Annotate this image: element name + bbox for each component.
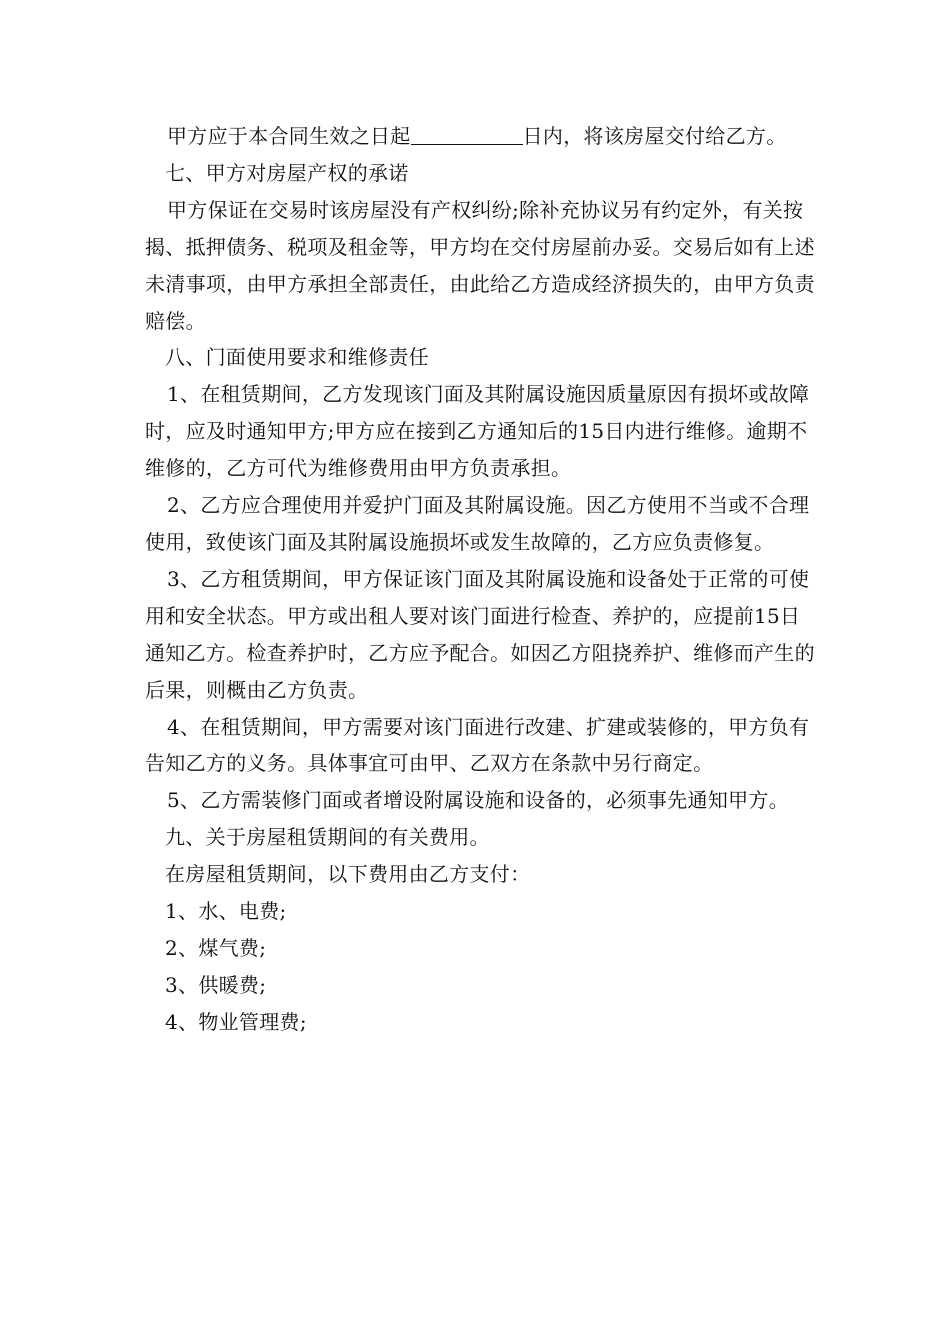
paragraph-delivery-term	[145, 118, 815, 155]
section-heading-eight: 八、门面使用要求和维修责任	[165, 345, 429, 370]
document-body	[145, 118, 815, 1041]
paragraph-fees-intro: 在房屋租赁期间，以下费用由乙方支付：	[165, 862, 531, 887]
delivery-term-text-before: 甲方应于本合同生效之日起	[167, 124, 411, 148]
paragraph-clause-8-1: 1、在租赁期间，乙方发现该门面及其附属设施因质量原因有损坏或故障时，应及时通知甲方;甲方应在接到乙方通知后的15日内进行维修。逾期不维修的，乙方可代为维修费用由甲方负责承担。	[145, 382, 810, 481]
paragraph-clause-8-3: 3、乙方租赁期间，甲方保证该门面及其附属设施和设备处于正常的可使用和安全状态。甲方或出租人要对该门面进行检查、养护的，应提前15日通知乙方。检查养护时，乙方应予配合。如因乙方阻挠养护、维修而产生的后果，则概由乙方负责。	[145, 566, 815, 702]
list-item-fee-2: 2、煤气费;	[165, 935, 267, 960]
list-item-fee-4: 4、物业管理费;	[165, 1009, 307, 1034]
paragraph-property-guarantee: 甲方保证在交易时该房屋没有产权纠纷;除补充协议另有约定外，有关按揭、抵押债务、税项及租金等，甲方均在交付房屋前办妥。交易后如有上述未清事项，由甲方承担全部责任，由此给乙方造成经济损失的，由甲方负责赔偿。	[145, 197, 815, 333]
paragraph-clause-8-4: 4、在租赁期间，甲方需要对该门面进行改建、扩建或装修的，甲方负有告知乙方的义务。具体事宜可由甲、乙双方在条款中另行商定。	[145, 714, 810, 776]
fill-in-blank-days[interactable]	[411, 122, 523, 145]
section-heading-nine: 九、关于房屋租赁期间的有关费用。	[165, 825, 490, 850]
paragraph-clause-8-5: 5、乙方需装修门面或者增设附属设施和设备的，必须事先通知甲方。	[167, 788, 790, 813]
list-item-fee-1: 1、水、电费;	[165, 899, 287, 924]
delivery-term-text-after: 日内，将该房屋交付给乙方。	[522, 124, 787, 148]
list-item-fee-3: 3、供暖费;	[165, 972, 267, 997]
paragraph-clause-8-2: 2、乙方应合理使用并爱护门面及其附属设施。因乙方使用不当或不合理使用，致使该门面及其附属设施损坏或发生故障的，乙方应负责修复。	[145, 493, 810, 554]
section-heading-seven: 七、甲方对房屋产权的承诺	[165, 160, 409, 185]
